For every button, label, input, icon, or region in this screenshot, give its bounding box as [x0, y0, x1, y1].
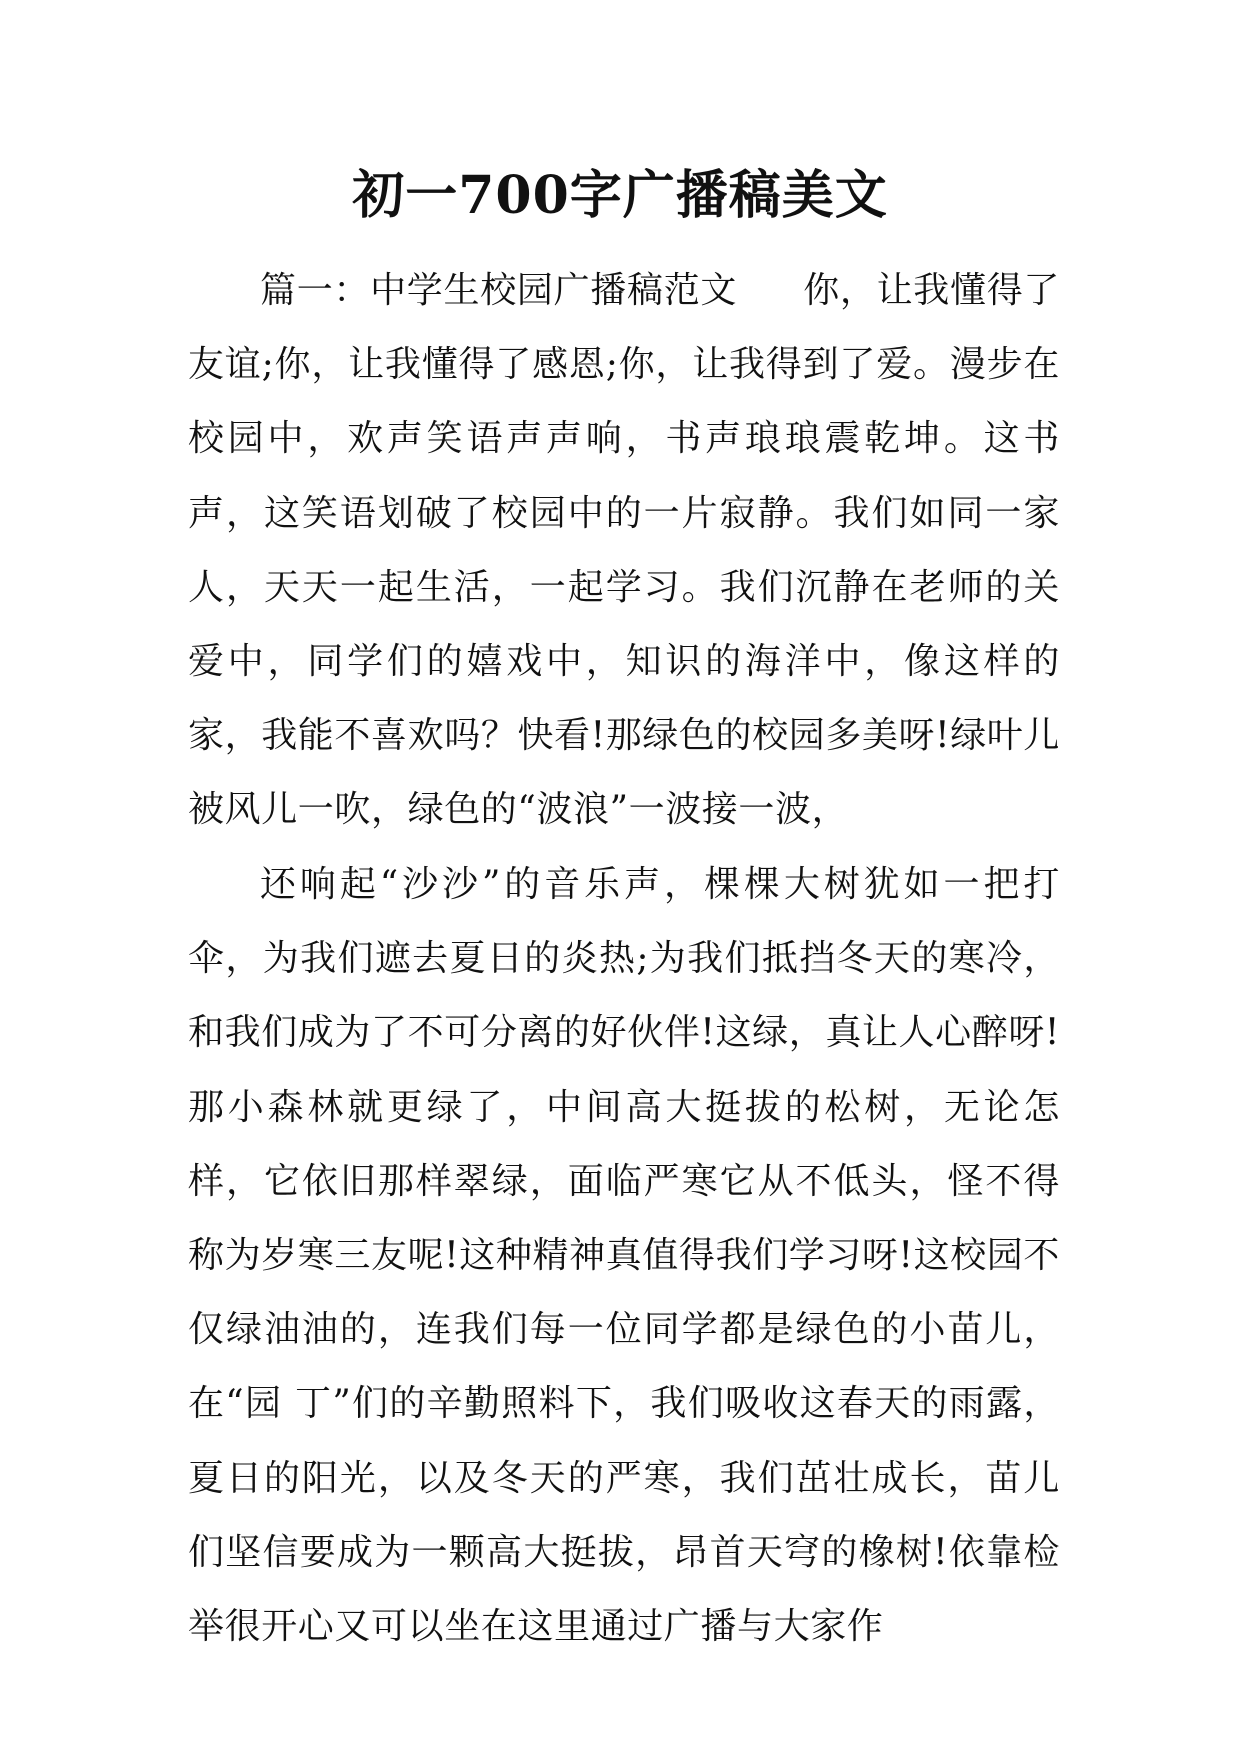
- paragraph-2: 还响起“沙沙”的音乐声，棵棵大树犹如一把打伞，为我们遮去夏日的炎热;为我们抵挡冬天的寒冷，和我们成为了不可分离的好伙伴!这绿，真让人心醉呀!那小森林就更绿了，中间高大挺拔的松树，无论怎样，它依旧那样翠绿，面临严寒它从不低头，怪不得称为岁寒三友呢!这种精神真值得我们学习呀!这校园不仅绿油油的，连我们每一位同学都是绿色的小苗儿，在“园 丁”们的辛勤照料下，我们吸收这春天的雨露，夏日的阳光，以及冬天的严寒，我们茁壮成长，苗儿们坚信要成为一颗高大挺拔，昂首天穹的橡树!依靠检举很开心又可以坐在这里通过广播与大家作: [188, 864, 1060, 1648]
- document-title: 初一700字广播稿美文: [352, 165, 888, 226]
- paragraph-1: [188, 254, 1060, 848]
- paragraph-1-text: 你，让我懂得了友谊;你，让我懂得了感恩;你，让我得到了爱。漫步在校园中，欢声笑语声声响，书声琅琅震乾坤。这书声，这笑语划破了校园中的一片寂静。我们如同一家人，天天一起生活，一起学习。我们沉静在老师的关爱中，同学们的嬉戏中，知识的海洋中，像这样的家，我能不喜欢吗？快看!那绿色的校园多美呀!绿叶儿被风儿一吹，绿色的“波浪”一波接一波，: [188, 270, 1060, 831]
- section-heading: 篇一：中学生校园广播稿范文: [260, 270, 738, 311]
